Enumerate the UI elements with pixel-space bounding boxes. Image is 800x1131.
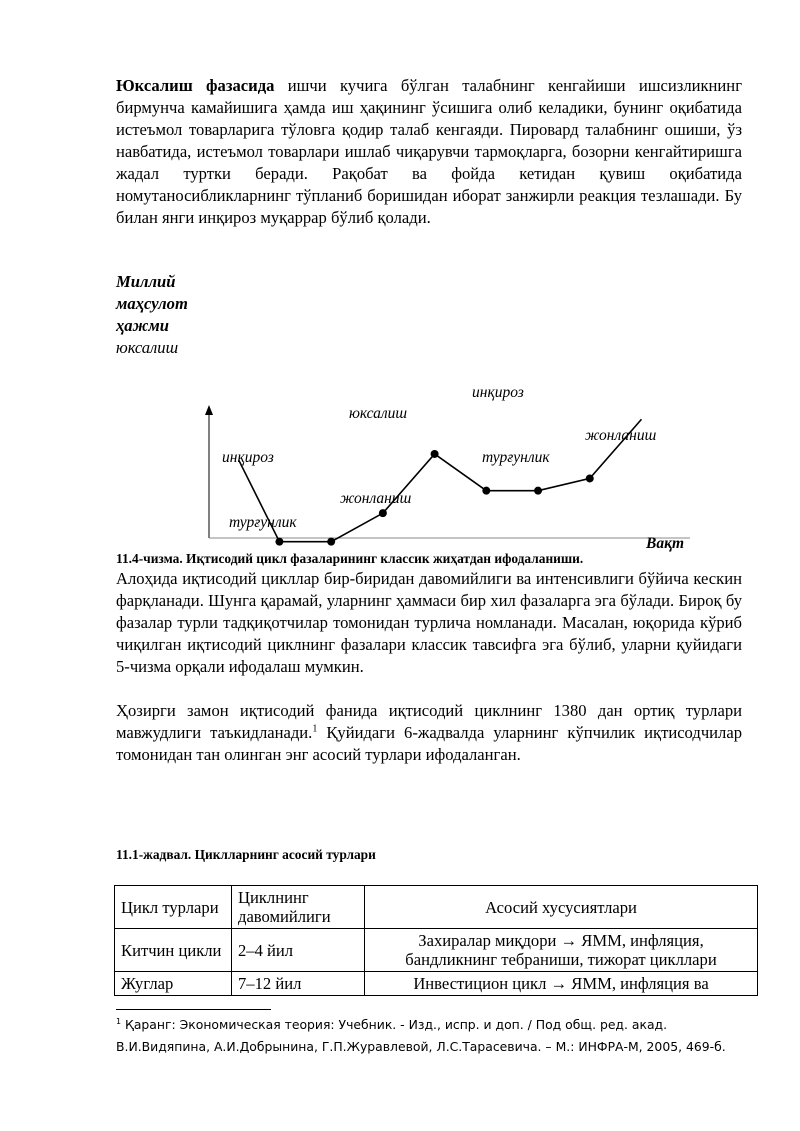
cycle-point-marker	[327, 538, 335, 546]
table-header-cell: Циклнинг давомийлиги	[232, 886, 365, 929]
cycle-point-marker	[275, 538, 283, 546]
paragraph-cycles-differ: Алоҳида иқтисодий цикллар бир-биридан давомийлиги ва интенсивлиги бўйича кескин фарқланади. Шунга қарамай, уларнинг ҳаммаси бир хил фазаларга эга бўлади. Бироқ бу фазалар турли тадқиқотчилар томонидан турлича номланади. Масалан, юқорида кўриб чиқилган иқтисодий циклнинг фазалари классик тавсифга эга бўлиб, уларни қуйидаги 5-чизма орқали ифодалаш мумкин.	[116, 569, 742, 676]
table-caption: 11.1-жадвал. Циклларнинг асосий турлари	[116, 847, 376, 862]
phase-label-turgunlik-left: турғунлик	[229, 514, 297, 531]
bold-lead: Юксалиш фазасида	[116, 76, 275, 95]
table-cell: Китчин цикли	[115, 929, 232, 972]
table-header-cell: Асосий хусусиятлари	[365, 886, 758, 929]
y-axis-arrow	[205, 405, 213, 415]
table-cell: Инвестицион цикл → ЯММ, инфляция ва	[365, 972, 758, 996]
cycle-point-marker	[482, 487, 490, 495]
table-header-row	[115, 886, 758, 929]
phase-label-turgunlik-right: турғунлик	[482, 449, 550, 466]
table-row	[115, 972, 758, 996]
cycle-point-marker	[534, 487, 542, 495]
paragraph-text-after: Қуйидаги 6-жадвалда уларнинг кўпчилик иқтисодчилар томонидан тан олинган энг асосий турлари ифодаланган.	[116, 723, 742, 764]
table-cell: Жуглар	[115, 972, 232, 996]
x-axis-label: Вақт	[646, 535, 685, 552]
cycle-point-marker	[379, 509, 387, 517]
cycle-series-line	[239, 419, 642, 541]
phase-label-yuksalish: юксалиш	[349, 405, 408, 422]
footnote-mark: 1	[116, 1016, 122, 1026]
table-row	[115, 929, 758, 972]
table-header-cell: Цикл турлари	[115, 886, 232, 929]
paragraph-text: ишчи кучига бўлган талабнинг кенгайиши ишсизликнинг бирмунча камайишига ҳамда иш ҳақининг ўсишига олиб келадики, бунинг оқибатида истеъмол товарларига тўловга қодир талаб кенгаяди. Пировард талабнинг ошиши, ўз навбатида, истеъмол товарлари ишлаб чиқарувчи тармоқларга, бозорни кенгайтиришга жадал туртки беради. Рақобат ва фойда кетидан қувиш оқибатида номутаносибликларнинг тўпланиб боришидан иборат занжирли реакция тезлашади. Бу билан янги инқироз муқаррар бўлиб қолади.	[116, 76, 742, 227]
table-cell: Захиралар миқдори → ЯММ, инфляция, бандликнинг тебраниши, тижорат цикллари	[365, 929, 758, 972]
phase-label-inqiroz-left: инқироз	[222, 449, 274, 466]
phase-label-jonlanish-mid: жонланиш	[340, 490, 412, 507]
footnote-ref: 1	[312, 723, 318, 735]
table-cell: 2–4 йил	[232, 929, 365, 972]
phase-label-inqiroz-top: инқироз	[472, 384, 524, 401]
extra-label: юксалиш	[116, 338, 179, 357]
footnote-separator	[116, 1009, 271, 1010]
phase-label-jonlanish-right: жонланиш	[585, 427, 657, 444]
paragraph-cycle-types	[116, 700, 742, 766]
paragraph-text-before: Ҳозирги замон иқтисодий фанида иқтисодий циклнинг 1380 дан ортиқ турлари мавжудлиги таъкидланади.	[116, 701, 742, 742]
y-axis-label-line-2: маҳсулот	[116, 294, 188, 313]
series-layer	[239, 419, 642, 545]
cycle-types-table	[114, 885, 758, 996]
y-axis-label-line-3: ҳажми	[116, 316, 169, 335]
figure-caption: 11.4-чизма. Иқтисодий цикл фазаларининг классик жиҳатдан ифодаланиши.	[116, 551, 584, 566]
y-axis-label-line-1: Миллий	[116, 272, 176, 291]
footnote-text: Қаранг: Экономическая теория: Учебник. - Изд., испр. и доп. / Под общ. ред. акад. В.И.Видяпина, А.И.Добрынина, Г.П.Журавлевой, Л.С.Тарасевича. – М.: ИНФРА-М, 2005, 469-б.	[116, 1017, 726, 1054]
table-cell: 7–12 йил	[232, 972, 365, 996]
footnote	[116, 1014, 756, 1058]
cycle-point-marker	[431, 450, 439, 458]
cycle-point-marker	[586, 474, 594, 482]
